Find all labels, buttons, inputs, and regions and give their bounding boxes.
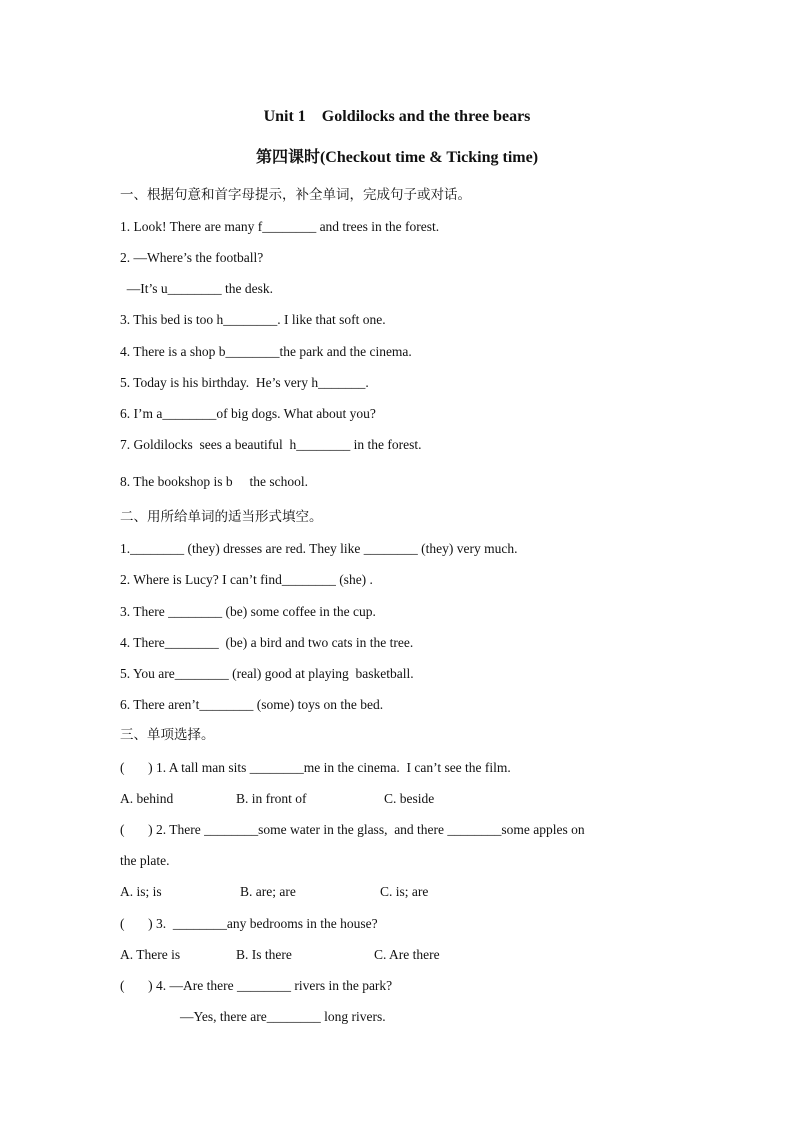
question-line: 4. There________ (be) a bird and two cats in the tree. bbox=[120, 635, 414, 650]
section-2-heading: 二、用所给单词的适当形式填空。 bbox=[120, 509, 323, 525]
page-title: Unit 1 Goldilocks and the three bears bbox=[263, 108, 531, 125]
question-line: 8. The bookshop is b the school. bbox=[120, 474, 308, 489]
question-line: 1.________ (they) dresses are red. They like ________ (they) very much. bbox=[120, 541, 518, 556]
question-line: 5. Today is his birthday. He’s very h_______. bbox=[120, 375, 369, 390]
choice-question-stem: ( ) 1. A tall man sits ________me in the cinema. I can’t see the film. bbox=[120, 760, 511, 775]
question-line: 6. There aren’t________ (some) toys on the bed. bbox=[120, 697, 384, 712]
choice-question-stem: ( ) 2. There ________some water in the glass, and there ________some apples on bbox=[120, 822, 585, 837]
page-subtitle: 第四课时(Checkout time & Ticking time) bbox=[255, 149, 539, 166]
question-line: 3. This bed is too h________. I like that soft one. bbox=[120, 312, 386, 327]
question-line: 3. There ________ (be) some coffee in the cup. bbox=[120, 604, 376, 619]
question-line: 2. —Where’s the football? bbox=[120, 250, 264, 265]
option-c: C. is; are bbox=[380, 884, 429, 899]
option-b: B. are; are bbox=[240, 884, 296, 899]
option-c: C. beside bbox=[384, 791, 435, 806]
question-line: 4. There is a shop b________the park and the cinema. bbox=[120, 344, 412, 359]
question-line: 7. Goldilocks sees a beautiful h________ in the forest. bbox=[120, 437, 422, 452]
option-c: C. Are there bbox=[374, 947, 440, 962]
section-3-heading: 三、单项选择。 bbox=[120, 727, 215, 743]
question-line: 6. I’m a________of big dogs. What about you? bbox=[120, 406, 376, 421]
question-line: 5. You are________ (real) good at playing basketball. bbox=[120, 666, 414, 681]
option-a: A. There is bbox=[120, 947, 181, 962]
choice-question-stem: ( ) 3. ________any bedrooms in the house? bbox=[120, 916, 378, 931]
option-a: A. is; is bbox=[120, 884, 162, 899]
choice-question-stem: ( ) 4. —Are there ________ rivers in the park? bbox=[120, 978, 393, 993]
section-1-heading: 一、根据句意和首字母提示，补全单词，完成句子或对话。 bbox=[120, 187, 471, 203]
question-line: 2. Where is Lucy? I can’t find________ (she) . bbox=[120, 572, 373, 587]
choice-question-stem-cont: —Yes, there are________ long rivers. bbox=[180, 1009, 386, 1024]
option-a: A. behind bbox=[120, 791, 174, 806]
question-line: —It’s u________ the desk. bbox=[120, 281, 273, 296]
option-b: B. Is there bbox=[236, 947, 292, 962]
option-b: B. in front of bbox=[236, 791, 307, 806]
choice-question-stem-cont: the plate. bbox=[120, 853, 170, 868]
question-line: 1. Look! There are many f________ and trees in the forest. bbox=[120, 219, 440, 234]
